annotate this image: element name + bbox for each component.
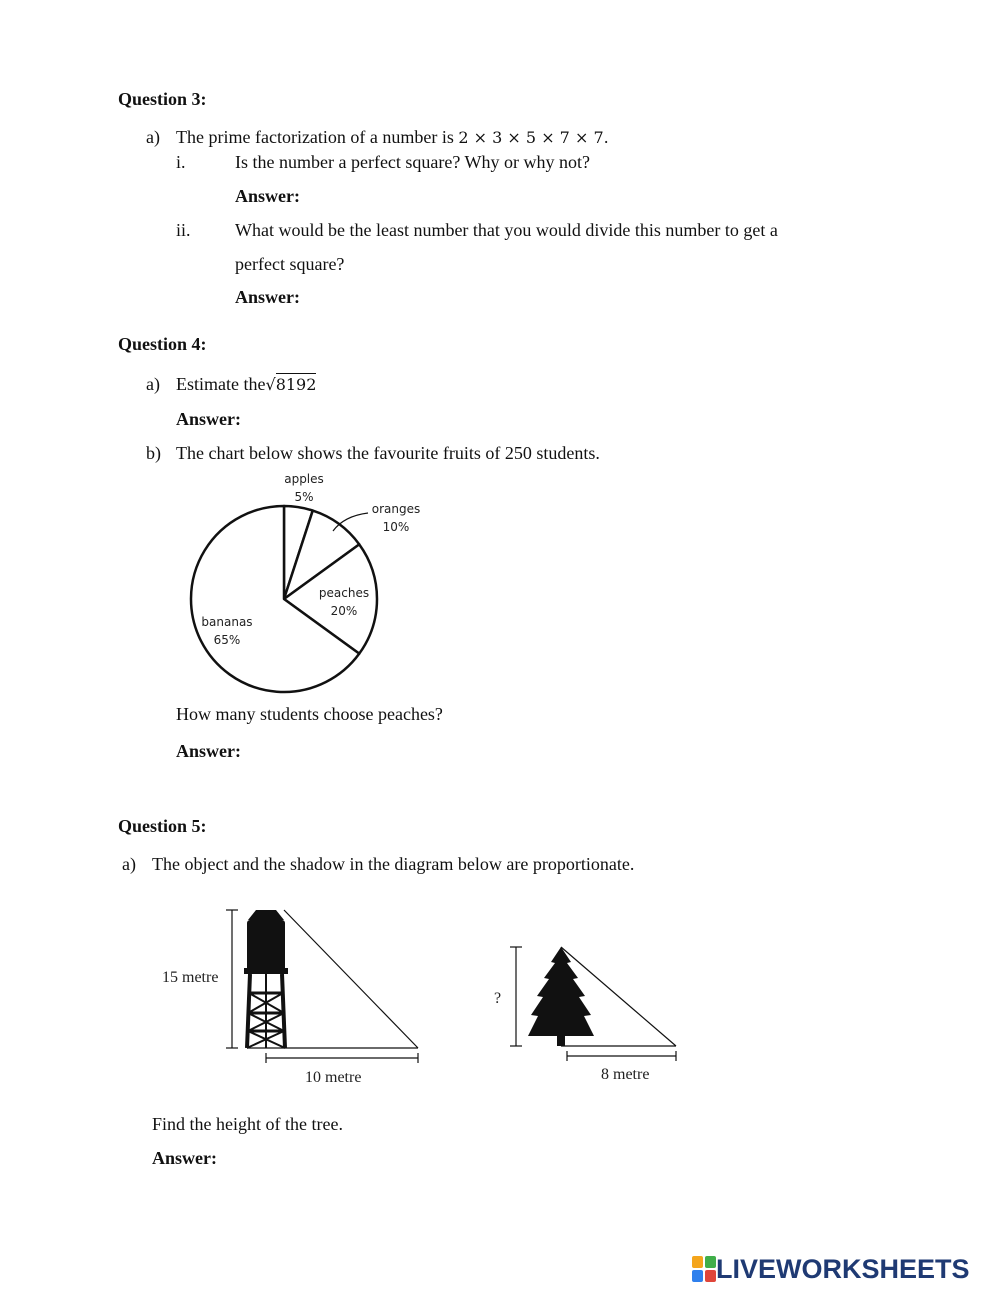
q4-a-text bbox=[176, 374, 316, 395]
question-3-title: Question 3: bbox=[118, 89, 207, 109]
bananas-label: bananas bbox=[201, 615, 253, 629]
peaches-value-label: 20% bbox=[330, 604, 358, 618]
q3-a-text bbox=[176, 127, 609, 148]
water-tower-icon bbox=[244, 910, 288, 1048]
q3-ii-text-line2: perfect square? bbox=[235, 254, 345, 274]
apples-label: apples bbox=[284, 472, 324, 486]
q3-i-text: Is the number a perfect square? Why or why not? bbox=[235, 152, 591, 172]
sqrt-symbol: √ bbox=[265, 375, 276, 394]
q3-a-marker: a) bbox=[146, 127, 160, 147]
q4-b-text: The chart below shows the favourite fruits of 250 students. bbox=[176, 443, 600, 463]
favourite-fruits-pie-chart bbox=[180, 468, 460, 698]
q4-b-answer-label: Answer: bbox=[176, 741, 241, 761]
bananas-value-label: 65% bbox=[213, 633, 241, 647]
q3-a-factorization: 2 × 3 × 5 × 7 × 7. bbox=[458, 128, 609, 147]
q3-ii-answer-label: Answer: bbox=[235, 287, 300, 307]
q4-a-statement: Estimate the bbox=[176, 374, 266, 394]
shadow-proportion-diagram bbox=[150, 900, 710, 1100]
tower-shadow-hypotenuse bbox=[284, 910, 418, 1048]
logo-tiles-icon bbox=[692, 1256, 716, 1282]
q5-answer-label: Answer: bbox=[152, 1148, 217, 1168]
question-5-title: Question 5: bbox=[118, 816, 207, 836]
q4-b-question: How many students choose peaches? bbox=[176, 704, 443, 724]
tower-height-label: 15 metre bbox=[162, 969, 219, 986]
q4-a-answer-label: Answer: bbox=[176, 409, 241, 429]
q3-i-answer-label: Answer: bbox=[235, 186, 300, 206]
q3-ii-marker: ii. bbox=[176, 220, 191, 240]
liveworksheets-logo[interactable] bbox=[692, 1254, 970, 1284]
tower-shadow-label: 10 metre bbox=[305, 1069, 362, 1086]
oranges-label: oranges bbox=[371, 502, 421, 516]
oranges-value-label: 10% bbox=[382, 520, 410, 534]
tree-shadow-label: 8 metre bbox=[601, 1066, 650, 1083]
apples-value-label: 5% bbox=[294, 490, 314, 504]
q5-a-marker: a) bbox=[122, 854, 136, 874]
q3-a-statement: The prime factorization of a number is bbox=[176, 127, 454, 147]
q3-i-marker: i. bbox=[176, 152, 186, 172]
q5-question: Find the height of the tree. bbox=[152, 1114, 343, 1134]
q4-a-radicand: 8192 bbox=[275, 375, 317, 394]
q5-a-text: The object and the shadow in the diagram below are proportionate. bbox=[152, 854, 635, 874]
peaches-label: peaches bbox=[318, 586, 370, 600]
question-4-title: Question 4: bbox=[118, 334, 207, 354]
q4-a-marker: a) bbox=[146, 374, 160, 394]
q4-b-marker: b) bbox=[146, 443, 161, 463]
q3-ii-text-line1: What would be the least number that you would divide this number to get a bbox=[235, 220, 778, 240]
logo-text: LIVEWORKSHEETS bbox=[716, 1253, 970, 1284]
tree-icon bbox=[528, 947, 594, 1046]
tree-height-label: ? bbox=[494, 990, 502, 1007]
